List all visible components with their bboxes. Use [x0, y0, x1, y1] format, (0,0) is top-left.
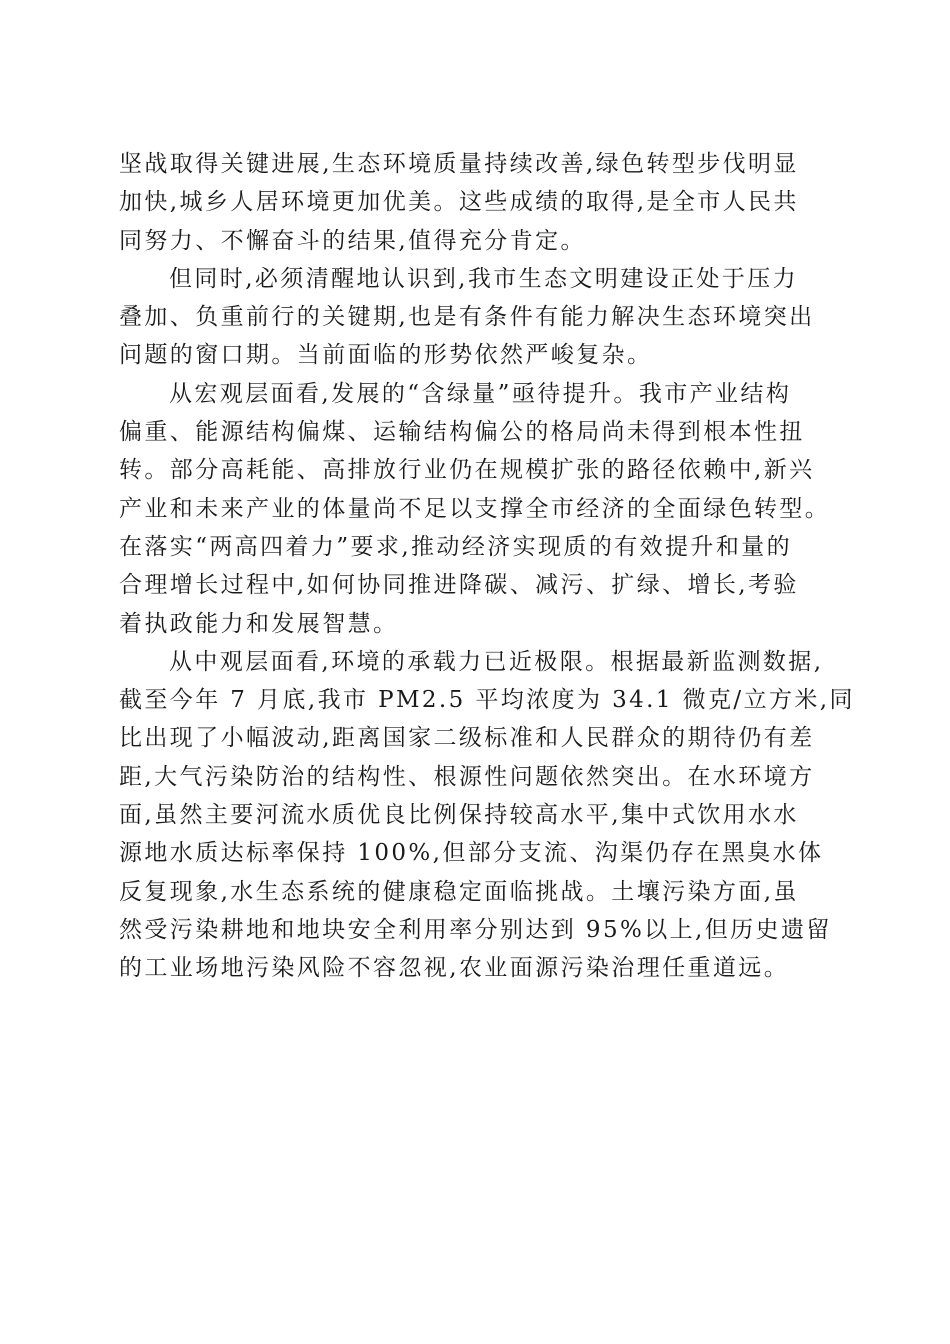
text-line: 面,虽然主要河流水质优良比例保持较高水平,集中式饮用水水	[119, 802, 799, 829]
text-line: 加快,城乡人居环境更加优美。这些成绩的取得,是全市人民共	[119, 189, 799, 216]
text-line: 距,大气污染防治的结构性、根源性问题依然突出。在水环境方	[119, 763, 815, 790]
text-line: 坚战取得关键进展,生态环境质量持续改善,绿色转型步伐明显	[119, 151, 799, 177]
body-text	[119, 145, 855, 988]
text-line: 同努力、不懈奋斗的结果,值得充分肯定。	[119, 227, 586, 254]
text-line: 反复现象,水生态系统的健康稳定面临挑战。土壤污染方面,虽	[119, 878, 799, 905]
paragraph-start-line: 从宏观层面看,发展的“含绿量”亟待提升。我市产业结构	[169, 380, 792, 407]
text-line: 着执政能力和发展智慧。	[119, 610, 399, 637]
text-line: 然受污染耕地和地块安全利用率分别达到 95%以上,但历史遗留	[119, 916, 832, 943]
text-line: 源地水质达标率保持 100%,但部分支流、沟渠仍存在黑臭水体	[119, 840, 824, 867]
text-line: 偏重、能源结构偏煤、运输结构偏公的格局尚未得到根本性扭	[119, 419, 805, 446]
text-line: 在落实“两高四着力”要求,推动经济实现质的有效提升和量的	[119, 533, 793, 560]
text-line: 叠加、负重前行的关键期,也是有条件有能力解决生态环境突出	[119, 304, 815, 331]
paragraph-start-line: 从中观层面看,环境的承载力已近极限。根据最新监测数据,	[169, 648, 824, 675]
text-line: 转。部分高耗能、高排放行业仍在规模扩张的路径依赖中,新兴	[119, 457, 815, 484]
text-line: 截至今年 7 月底,我市 PM2.5 平均浓度为 34.1 微克/立方米,同	[119, 687, 855, 714]
text-line: 产业和未来产业的体量尚不足以支撑全市经济的全面绿色转型。	[119, 495, 831, 522]
text-line: 问题的窗口期。当前面临的形势依然严峻复杂。	[119, 342, 653, 369]
text-line: 的工业场地污染风险不容忽视,农业面源污染治理任重道远。	[119, 955, 790, 982]
text-line: 比出现了小幅波动,距离国家二级标准和人民群众的期待仍有差	[119, 725, 815, 752]
paragraph-start-line: 但同时,必须清醒地认识到,我市生态文明建设正处于压力	[169, 265, 799, 292]
text-line: 合理增长过程中,如何协同推进降碳、减污、扩绿、增长,考验	[119, 572, 799, 599]
